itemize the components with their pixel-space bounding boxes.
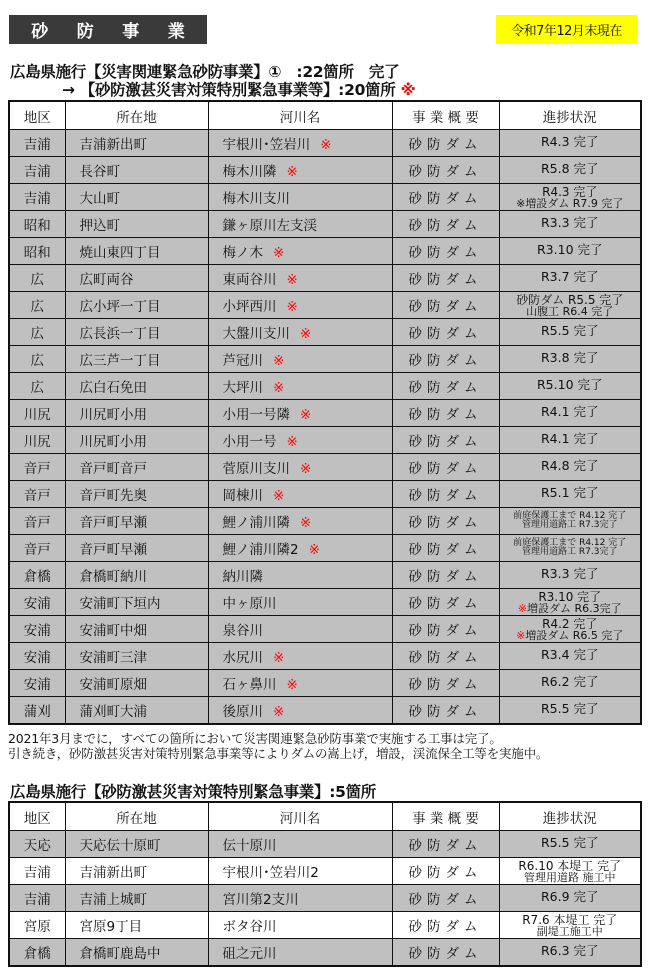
cell-river xyxy=(208,427,392,454)
cell-area: 音戸 xyxy=(9,508,65,535)
river-name: 梅ノ木 xyxy=(222,245,263,261)
status-text: R5.5 完了 xyxy=(540,323,599,339)
red-mark-icon: ※ xyxy=(300,461,312,477)
table-row xyxy=(9,481,641,508)
river-name: 芦冠川 xyxy=(222,353,263,369)
cell-summary: 砂防ダム xyxy=(392,589,499,616)
cell-area: 安浦 xyxy=(9,589,65,616)
red-mark-icon: ※ xyxy=(300,407,312,423)
table-header-row xyxy=(9,101,641,130)
cell-location: 安浦町原畑 xyxy=(65,670,208,697)
status-text: R5.8 完了 xyxy=(540,161,599,177)
table-row xyxy=(9,454,641,481)
status-text: R3.3 完了 xyxy=(540,215,599,231)
river-name: 納川隣 xyxy=(222,569,263,585)
status-line-1: R3.10 完了 xyxy=(538,589,602,604)
river-name: 小坪西川 xyxy=(222,299,277,315)
cell-river xyxy=(208,157,392,184)
cell-river xyxy=(208,858,392,885)
river-name: 伝十原川 xyxy=(222,838,277,854)
status-text: R4.1 完了 xyxy=(540,404,599,420)
status-text: R3.8 完了 xyxy=(540,350,599,366)
cell-status xyxy=(499,211,641,238)
cell-summary: 砂防ダム xyxy=(392,319,499,346)
river-name: 石ヶ鼻川 xyxy=(222,677,277,693)
status-line-1: 前庭保護工まで R4.12 完了 xyxy=(513,511,627,521)
cell-location: 広町両谷 xyxy=(65,265,208,292)
note-mark-icon: ※ xyxy=(516,628,526,642)
river-name: 鎌ヶ原川左支渓 xyxy=(222,218,317,234)
table-disaster-emergency xyxy=(8,100,642,725)
cell-river xyxy=(208,319,392,346)
cell-summary: 砂防ダム xyxy=(392,535,499,562)
cell-area: 蒲刈 xyxy=(9,697,65,725)
cell-status xyxy=(499,265,641,292)
table-special-emergency xyxy=(8,801,642,967)
status-text: R3.3 完了 xyxy=(540,566,599,582)
table-row xyxy=(9,885,641,912)
status-text: R6.9 完了 xyxy=(540,889,599,905)
cell-status xyxy=(499,346,641,373)
cell-area: 吉浦 xyxy=(9,885,65,912)
cell-summary: 砂防ダム xyxy=(392,400,499,427)
table-row xyxy=(9,697,641,725)
status-line-2 xyxy=(500,926,641,937)
river-name: 砠之元川 xyxy=(222,946,277,962)
status-text: R6.2 完了 xyxy=(540,674,599,690)
cell-summary: 砂防ダム xyxy=(392,508,499,535)
river-name: 菅原川支川 xyxy=(222,461,290,477)
note-mark-icon: ※ xyxy=(517,601,528,615)
red-mark-icon: ※ xyxy=(286,677,298,693)
red-mark-icon: ※ xyxy=(286,272,298,288)
note-line-2: 引き続き，砂防激甚災害対策特別緊急事業等によりダムの嵩上げ，増設，渓流保全工等を実施中。 xyxy=(8,746,549,761)
cell-river xyxy=(208,589,392,616)
status-line-2 xyxy=(500,603,641,614)
cell-river xyxy=(208,697,392,725)
cell-area: 広 xyxy=(9,319,65,346)
river-name: 大盤川支川 xyxy=(222,326,290,342)
red-mark-icon: ※ xyxy=(286,434,298,450)
cell-river xyxy=(208,130,392,157)
cell-area: 音戸 xyxy=(9,481,65,508)
cell-status xyxy=(499,130,641,157)
red-mark-icon: ※ xyxy=(273,488,285,504)
river-name: 梅木川支川 xyxy=(222,191,290,207)
col-header-location: 所在地 xyxy=(65,101,208,130)
cell-river xyxy=(208,400,392,427)
cell-area: 吉浦 xyxy=(9,858,65,885)
cell-area: 宮原 xyxy=(9,912,65,939)
cell-river xyxy=(208,373,392,400)
cell-location: 天応伝十原町 xyxy=(65,831,208,858)
cell-status xyxy=(499,373,641,400)
status-line-1: R4.2 完了 xyxy=(542,616,598,631)
cell-area: 倉橋 xyxy=(9,562,65,589)
table-row xyxy=(9,184,641,211)
status-line-2-text: 増設ダム R6.3完了 xyxy=(527,601,622,615)
cell-summary: 砂防ダム xyxy=(392,211,499,238)
cell-summary: 砂防ダム xyxy=(392,858,499,885)
cell-river xyxy=(208,643,392,670)
cell-river xyxy=(208,912,392,939)
river-name: 後原川 xyxy=(222,704,263,720)
cell-summary: 砂防ダム xyxy=(392,292,499,319)
status-text: R5.1 完了 xyxy=(540,485,599,501)
status-line-2-text: 管理用道路工 R7.3完了 xyxy=(522,520,618,530)
status-line-2 xyxy=(500,198,641,209)
cell-area: 川尻 xyxy=(9,427,65,454)
status-line-1: 前庭保護工まで R4.12 完了 xyxy=(513,538,627,548)
status-text: R4.8 完了 xyxy=(540,458,599,474)
table-row xyxy=(9,939,641,967)
status-line-2-text: 管理用道路 施工中 xyxy=(524,870,616,884)
cell-status xyxy=(499,157,641,184)
red-mark-icon: ※ xyxy=(273,704,285,720)
cell-area: 昭和 xyxy=(9,238,65,265)
cell-area: 安浦 xyxy=(9,670,65,697)
cell-location: 川尻町小用 xyxy=(65,400,208,427)
cell-status xyxy=(499,643,641,670)
cell-area: 音戸 xyxy=(9,535,65,562)
cell-river xyxy=(208,454,392,481)
status-text: R3.4 完了 xyxy=(540,647,599,663)
col-header-status: 進捗状況 xyxy=(499,101,641,130)
table-row xyxy=(9,427,641,454)
status-line-2-text: 管理用道路工 R7.3完了 xyxy=(522,547,618,557)
river-name: ボタ谷川 xyxy=(222,919,277,935)
cell-location: 安浦町中畑 xyxy=(65,616,208,643)
status-line-2-text: 増設ダム R7.9 完了 xyxy=(525,196,624,210)
cell-area: 昭和 xyxy=(9,211,65,238)
red-mark-icon: ※ xyxy=(273,650,285,666)
status-line-1: R4.3 完了 xyxy=(542,184,598,199)
cell-location: 吉浦新出町 xyxy=(65,858,208,885)
cell-area: 天応 xyxy=(9,831,65,858)
cell-summary: 砂防ダム xyxy=(392,157,499,184)
cell-river xyxy=(208,265,392,292)
cell-location: 蒲刈町大浦 xyxy=(65,697,208,725)
status-line-1: R7.6 本堤工 完了 xyxy=(522,912,618,927)
cell-summary: 砂防ダム xyxy=(392,831,499,858)
status-text: R5.5 完了 xyxy=(540,835,599,851)
cell-area: 吉浦 xyxy=(9,130,65,157)
section1-subheading xyxy=(62,78,415,100)
cell-status xyxy=(499,184,641,211)
cell-summary: 砂防ダム xyxy=(392,238,499,265)
cell-area: 倉橋 xyxy=(9,939,65,967)
note-mark-icon: ※ xyxy=(516,196,526,210)
cell-river xyxy=(208,184,392,211)
table-row xyxy=(9,319,641,346)
cell-status xyxy=(499,670,641,697)
red-mark-icon: ※ xyxy=(300,515,312,531)
cell-summary: 砂防ダム xyxy=(392,373,499,400)
table-row xyxy=(9,400,641,427)
table-row xyxy=(9,858,641,885)
status-text: R5.10 完了 xyxy=(537,377,603,393)
col-header-location: 所在地 xyxy=(65,802,208,831)
cell-summary: 砂防ダム xyxy=(392,697,499,725)
river-name: 泉谷川 xyxy=(222,623,263,639)
cell-summary: 砂防ダム xyxy=(392,184,499,211)
cell-location: 広白石免田 xyxy=(65,373,208,400)
status-text: R4.3 完了 xyxy=(540,134,599,150)
status-line-2-text: 山腹工 R6.4 完了 xyxy=(526,304,614,318)
status-text: R3.10 完了 xyxy=(537,242,603,258)
cell-status xyxy=(499,319,641,346)
status-line-2 xyxy=(500,521,641,530)
cell-location: 宮原9丁目 xyxy=(65,912,208,939)
cell-summary: 砂防ダム xyxy=(392,265,499,292)
cell-location: 音戸町音戸 xyxy=(65,454,208,481)
col-header-summary: 事 業 概 要 xyxy=(392,802,499,831)
cell-location: 倉橋町鹿島中 xyxy=(65,939,208,967)
cell-summary: 砂防ダム xyxy=(392,670,499,697)
cell-status xyxy=(499,481,641,508)
cell-location: 倉橋町納川 xyxy=(65,562,208,589)
cell-location: 大山町 xyxy=(65,184,208,211)
status-line-2 xyxy=(500,630,641,641)
cell-status xyxy=(499,697,641,725)
red-mark-icon: ※ xyxy=(273,245,285,261)
table-row xyxy=(9,562,641,589)
cell-status xyxy=(499,831,641,858)
section1-heading-line1: 広島県施行【災害関連緊急砂防事業】① :22箇所 完了 xyxy=(10,63,400,81)
cell-river xyxy=(208,939,392,967)
cell-status xyxy=(499,562,641,589)
table-row xyxy=(9,616,641,643)
cell-status xyxy=(499,858,641,885)
table-row xyxy=(9,508,641,535)
cell-river xyxy=(208,346,392,373)
cell-location: 音戸町早瀬 xyxy=(65,535,208,562)
cell-summary: 砂防ダム xyxy=(392,939,499,967)
status-line-2 xyxy=(500,872,641,883)
river-name: 岡棟川 xyxy=(222,488,263,504)
cell-area: 広 xyxy=(9,346,65,373)
cell-summary: 砂防ダム xyxy=(392,427,499,454)
cell-status xyxy=(499,589,641,616)
status-line-2-text: 副堤工施工中 xyxy=(536,924,603,938)
status-text: R3.7 完了 xyxy=(540,269,599,285)
cell-summary: 砂防ダム xyxy=(392,481,499,508)
status-line-2-text: 増設ダム R6.5 完了 xyxy=(525,628,624,642)
cell-river xyxy=(208,562,392,589)
status-line-1: 砂防ダム R5.5 完了 xyxy=(516,292,624,307)
table-row xyxy=(9,292,641,319)
river-name: 鯉ノ浦川隣 xyxy=(222,515,290,531)
cell-status xyxy=(499,454,641,481)
cell-status xyxy=(499,939,641,967)
cell-location: 音戸町先奥 xyxy=(65,481,208,508)
status-line-2 xyxy=(500,548,641,557)
cell-status xyxy=(499,535,641,562)
title-char: 事 xyxy=(122,22,140,42)
red-mark-icon: ※ xyxy=(400,81,416,99)
as-of-date-badge: 令和7年12月末現在 xyxy=(496,15,637,44)
red-mark-icon: ※ xyxy=(273,380,285,396)
col-header-status: 進捗状況 xyxy=(499,802,641,831)
cell-river xyxy=(208,508,392,535)
table-row xyxy=(9,130,641,157)
red-mark-icon: ※ xyxy=(300,326,312,342)
cell-status xyxy=(499,885,641,912)
cell-summary: 砂防ダム xyxy=(392,885,499,912)
cell-river xyxy=(208,481,392,508)
cell-summary: 砂防ダム xyxy=(392,130,499,157)
cell-summary: 砂防ダム xyxy=(392,912,499,939)
cell-river xyxy=(208,535,392,562)
cell-area: 吉浦 xyxy=(9,157,65,184)
page-title xyxy=(9,15,207,44)
cell-river xyxy=(208,670,392,697)
status-line-2 xyxy=(500,306,641,317)
col-header-river: 河川名 xyxy=(208,802,392,831)
table-row xyxy=(9,535,641,562)
status-text: R5.5 完了 xyxy=(540,701,599,717)
river-name: 大坪川 xyxy=(222,380,263,396)
cell-location: 安浦町三津 xyxy=(65,643,208,670)
cell-summary: 砂防ダム xyxy=(392,616,499,643)
status-line-1: R6.10 本堤工 完了 xyxy=(518,858,622,873)
title-char: 砂 xyxy=(31,22,49,42)
cell-area: 吉浦 xyxy=(9,184,65,211)
title-char: 業 xyxy=(167,22,185,42)
cell-area: 安浦 xyxy=(9,616,65,643)
cell-area: 音戸 xyxy=(9,454,65,481)
cell-status xyxy=(499,400,641,427)
col-header-area: 地区 xyxy=(9,101,65,130)
river-name: 中ヶ原川 xyxy=(222,596,277,612)
table-row xyxy=(9,346,641,373)
section2-heading: 広島県施行【砂防激甚災害対策特別緊急事業】:5箇所 xyxy=(10,783,376,801)
cell-location: 長谷町 xyxy=(65,157,208,184)
table-row xyxy=(9,238,641,265)
river-name: 水尻川 xyxy=(222,650,263,666)
cell-status xyxy=(499,238,641,265)
river-name: 梅木川隣 xyxy=(222,164,277,180)
col-header-area: 地区 xyxy=(9,802,65,831)
cell-area: 広 xyxy=(9,373,65,400)
red-mark-icon: ※ xyxy=(308,542,320,558)
cell-summary: 砂防ダム xyxy=(392,562,499,589)
river-name: 小用一号隣 xyxy=(222,407,290,423)
col-header-summary: 事 業 概 要 xyxy=(392,101,499,130)
river-name: 鯉ノ浦川隣2 xyxy=(222,542,299,558)
table-row xyxy=(9,157,641,184)
table-row xyxy=(9,211,641,238)
note-line-1: 2021年3月までに，すべての箇所において災害関連緊急砂防事業で実施する工事は完了。 xyxy=(8,731,502,746)
status-text: R6.3 完了 xyxy=(540,943,599,959)
river-name: 宮川第2支川 xyxy=(222,892,299,908)
cell-location: 川尻町小用 xyxy=(65,427,208,454)
cell-area: 安浦 xyxy=(9,643,65,670)
status-text: R4.1 完了 xyxy=(540,431,599,447)
col-header-river: 河川名 xyxy=(208,101,392,130)
cell-river xyxy=(208,831,392,858)
title-char: 防 xyxy=(76,22,94,42)
table-row xyxy=(9,831,641,858)
red-mark-icon: ※ xyxy=(286,299,298,315)
river-name: 宇根川･笠岩川2 xyxy=(222,865,319,881)
cell-location: 広小坪一丁目 xyxy=(65,292,208,319)
cell-status xyxy=(499,616,641,643)
cell-river xyxy=(208,211,392,238)
cell-location: 安浦町下垣内 xyxy=(65,589,208,616)
cell-status xyxy=(499,508,641,535)
cell-location: 焼山東四丁目 xyxy=(65,238,208,265)
cell-location: 広三芦一丁目 xyxy=(65,346,208,373)
river-name: 宇根川･笠岩川 xyxy=(222,137,311,153)
red-mark-icon: ※ xyxy=(286,164,298,180)
red-mark-icon: ※ xyxy=(320,137,332,153)
cell-status xyxy=(499,292,641,319)
cell-area: 広 xyxy=(9,292,65,319)
table-row xyxy=(9,670,641,697)
cell-location: 吉浦上城町 xyxy=(65,885,208,912)
table-row xyxy=(9,373,641,400)
river-name: 小用一号 xyxy=(222,434,277,450)
cell-river xyxy=(208,292,392,319)
cell-summary: 砂防ダム xyxy=(392,454,499,481)
cell-location: 音戸町早瀬 xyxy=(65,508,208,535)
table-row xyxy=(9,589,641,616)
cell-summary: 砂防ダム xyxy=(392,346,499,373)
cell-location: 押込町 xyxy=(65,211,208,238)
cell-location: 吉浦新出町 xyxy=(65,130,208,157)
cell-river xyxy=(208,238,392,265)
table-row xyxy=(9,912,641,939)
cell-river xyxy=(208,616,392,643)
cell-status xyxy=(499,427,641,454)
cell-summary: 砂防ダム xyxy=(392,643,499,670)
cell-area: 広 xyxy=(9,265,65,292)
section1-heading-line2: → 【砂防激甚災害対策特別緊急事業等】:20箇所 xyxy=(62,81,396,99)
table-row xyxy=(9,643,641,670)
red-mark-icon: ※ xyxy=(273,353,285,369)
cell-area: 川尻 xyxy=(9,400,65,427)
cell-location: 広長浜一丁目 xyxy=(65,319,208,346)
cell-river xyxy=(208,885,392,912)
river-name: 東両谷川 xyxy=(222,272,277,288)
cell-status xyxy=(499,912,641,939)
table-header-row xyxy=(9,802,641,831)
table-row xyxy=(9,265,641,292)
